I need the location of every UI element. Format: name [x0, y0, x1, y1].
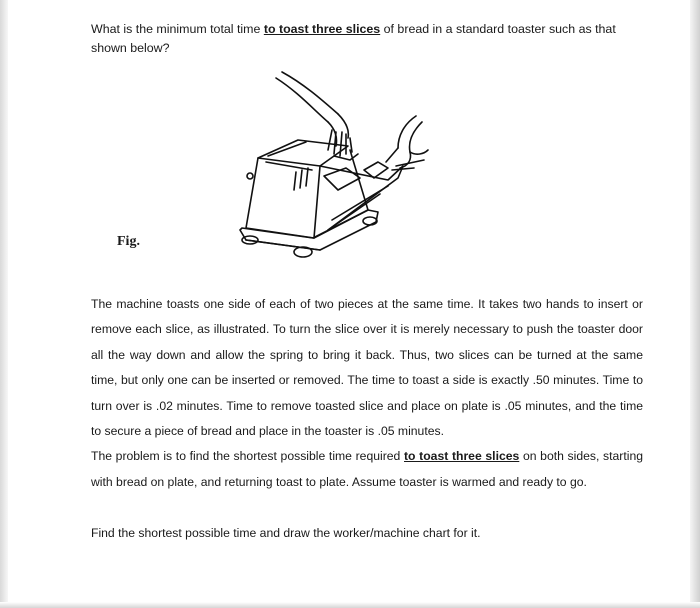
question-emphasis: to toast three slices [263, 22, 381, 36]
question-text-end: of bread in a standard toaster such as that shown below? [91, 22, 616, 55]
problem-paragraph [91, 444, 643, 495]
problem-description [91, 292, 643, 495]
question-text-start: What is the minimum total time [91, 22, 264, 36]
problem-text-start: The problem is to find the shortest possible time required [91, 449, 404, 464]
right-page-edge [690, 0, 700, 608]
problem-text-end: on both sides, starting with bread on plate, and returning toast to plate. Assume toaster is warmed and ready to go. [91, 449, 644, 489]
left-page-edge [0, 0, 8, 608]
question-text [91, 20, 651, 58]
figure-label: Fig. [117, 234, 140, 249]
final-instruction: Find the shortest possible time and draw the worker/machine chart for it. [91, 526, 481, 540]
toaster-illustration-icon [228, 70, 438, 265]
problem-emphasis: to toast three slices [404, 449, 520, 464]
description-paragraph: The machine toasts one side of each of two pieces at the same time. It takes two hands to insert or remove each slice, as illustrated. To turn the slice over it is merely necessary to push the toaster door all the way down and allow the spring to bring it back. Thus, two slices can be turned at the same time, but only one can be inserted or removed. The time to toast a side is exactly .50 minutes. Time to turn over is .02 minutes. Time to remove toasted slice and place on plate is .05 minutes, and the time to secure a piece of bread and place in the toaster is .05 minutes. [91, 297, 643, 439]
bottom-page-edge [0, 602, 700, 608]
